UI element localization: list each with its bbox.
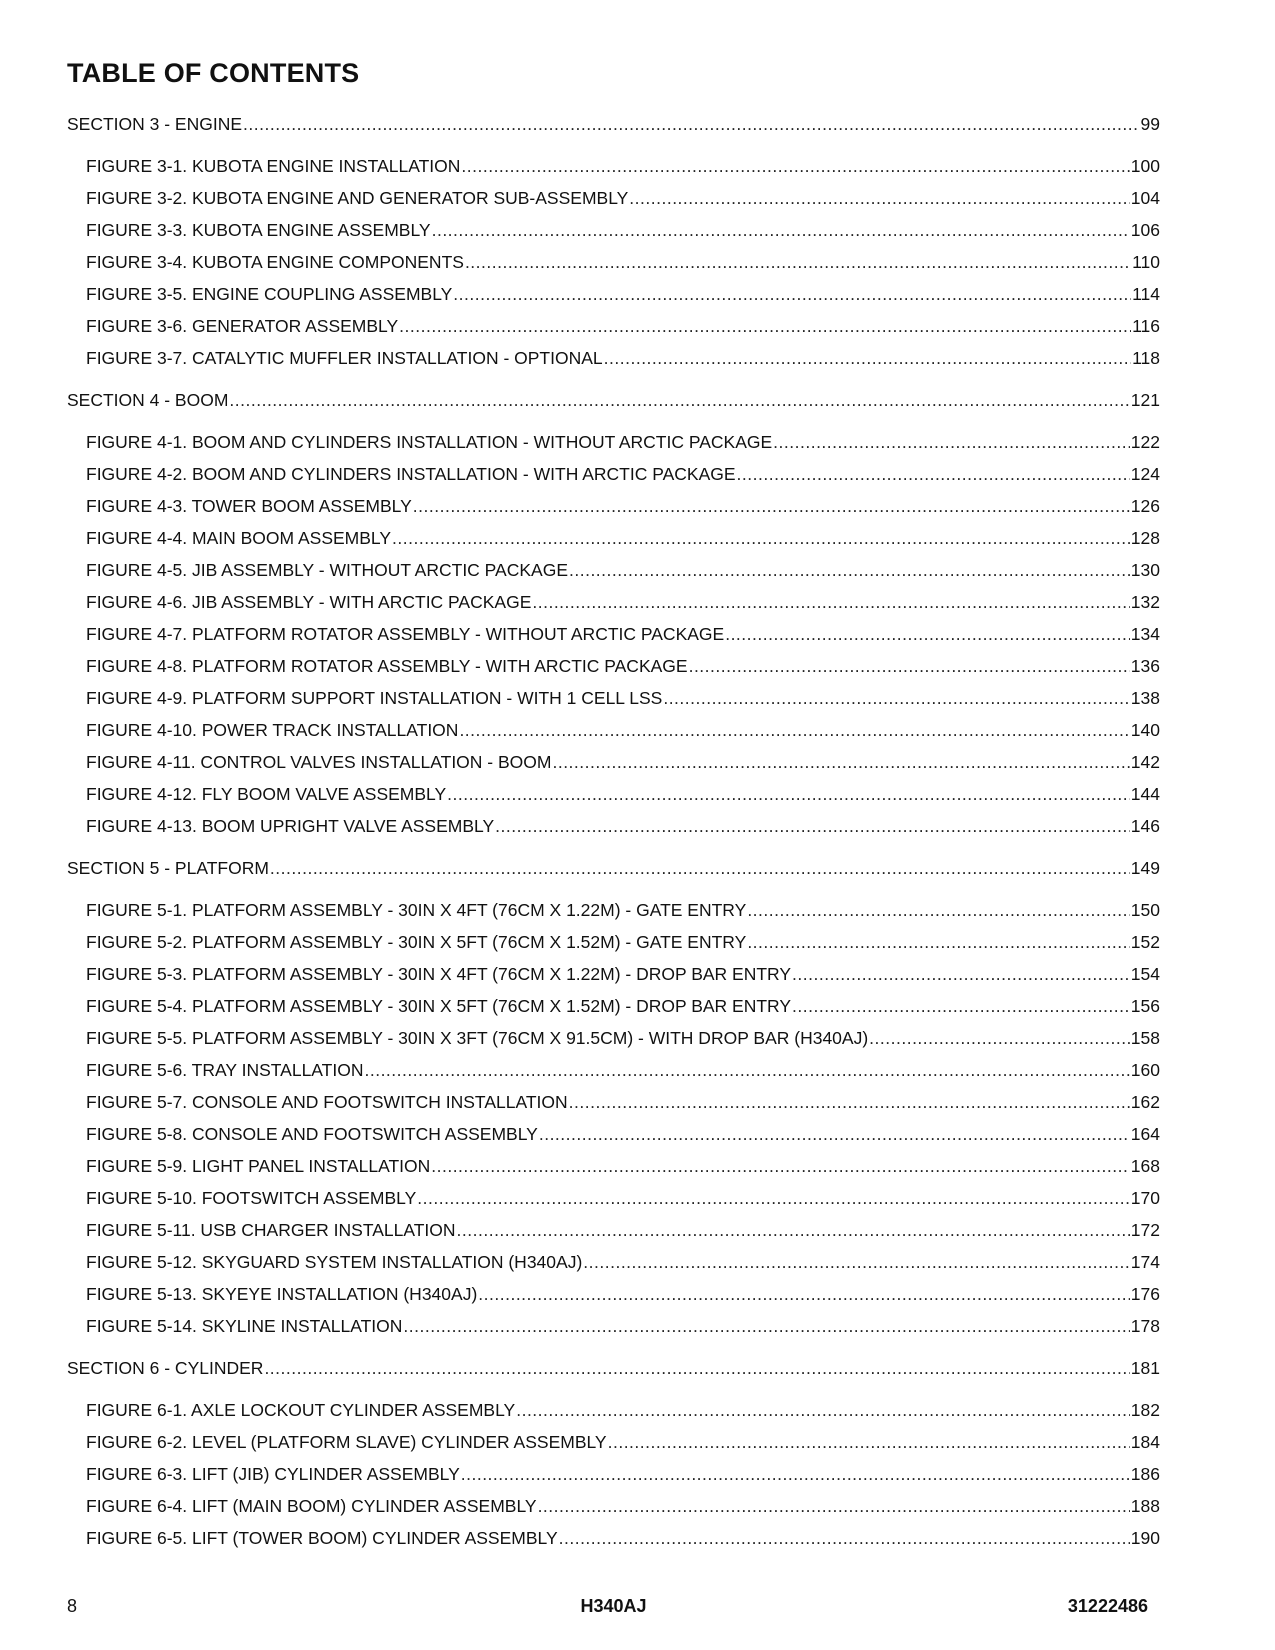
toc-figure-entry-page-number: 114 xyxy=(1132,284,1160,304)
toc-figure-entry[interactable] xyxy=(67,682,1160,714)
toc-figure-entry-label: FIGURE 5-5. PLATFORM ASSEMBLY - 30IN X 3FT (76CM X 91.5CM) - WITH DROP BAR (H340AJ) xyxy=(86,1028,869,1048)
toc-figure-entry-page-number: 184 xyxy=(1130,1432,1160,1452)
toc-figure-entry[interactable] xyxy=(67,1522,1160,1554)
toc-figure-entry[interactable] xyxy=(67,1054,1160,1086)
toc-figure-entry-page-number: 116 xyxy=(1132,316,1160,336)
toc-figure-entry-label: FIGURE 3-2. KUBOTA ENGINE AND GENERATOR SUB-ASSEMBLY xyxy=(86,188,629,208)
dot-leader xyxy=(689,650,1130,682)
toc-figure-entry-page-number: 182 xyxy=(1130,1400,1160,1420)
toc-figure-entry-label: FIGURE 5-9. LIGHT PANEL INSTALLATION xyxy=(86,1156,431,1176)
dot-leader xyxy=(747,894,1129,926)
toc-figure-entry-label: FIGURE 6-1. AXLE LOCKOUT CYLINDER ASSEMBLY xyxy=(86,1400,516,1420)
toc-figure-entry[interactable] xyxy=(67,426,1160,458)
toc-figure-entry-page-number: 168 xyxy=(1130,1156,1160,1176)
toc-figure-entry-page-number: 134 xyxy=(1130,624,1160,644)
toc-figure-entry[interactable] xyxy=(67,1086,1160,1118)
toc-figure-entry[interactable] xyxy=(67,958,1160,990)
toc-figure-entry[interactable] xyxy=(67,1022,1160,1054)
toc-figure-entry[interactable] xyxy=(67,1310,1160,1342)
toc-figure-entry-label: FIGURE 4-10. POWER TRACK INSTALLATION xyxy=(86,720,459,740)
toc-figure-entry-page-number: 174 xyxy=(1130,1252,1160,1272)
toc-figure-entry[interactable] xyxy=(67,1182,1160,1214)
dot-leader xyxy=(629,182,1130,214)
toc-figure-entry-label: FIGURE 3-1. KUBOTA ENGINE INSTALLATION xyxy=(86,156,461,176)
toc-figure-entry-label: FIGURE 4-8. PLATFORM ROTATOR ASSEMBLY - WITH ARCTIC PACKAGE xyxy=(86,656,688,676)
toc-figure-entry-label: FIGURE 4-11. CONTROL VALVES INSTALLATION - BOOM xyxy=(86,752,552,772)
toc-section-entry-page-number: 181 xyxy=(1130,1358,1160,1378)
toc-figure-entry-label: FIGURE 4-13. BOOM UPRIGHT VALVE ASSEMBLY xyxy=(86,816,495,836)
toc-figure-entry[interactable] xyxy=(67,714,1160,746)
toc-section xyxy=(67,852,1160,1342)
dot-leader xyxy=(461,150,1129,182)
dot-leader xyxy=(495,810,1130,842)
toc-figure-entry[interactable] xyxy=(67,490,1160,522)
toc-section-entry-label: SECTION 4 - BOOM xyxy=(67,390,229,410)
dot-leader xyxy=(459,714,1129,746)
dot-leader xyxy=(264,1352,1129,1384)
toc-figure-entry[interactable] xyxy=(67,1426,1160,1458)
toc-figure-entry[interactable] xyxy=(67,554,1160,586)
toc-figure-entry-page-number: 136 xyxy=(1130,656,1160,676)
toc-figure-entry[interactable] xyxy=(67,990,1160,1022)
toc-figure-entry[interactable] xyxy=(67,586,1160,618)
toc-figure-entry-label: FIGURE 3-7. CATALYTIC MUFFLER INSTALLATION - OPTIONAL xyxy=(86,348,603,368)
dot-leader xyxy=(725,618,1130,650)
dot-leader xyxy=(792,990,1130,1022)
page-footer xyxy=(67,1596,1160,1620)
toc-figure-entry-label: FIGURE 3-3. KUBOTA ENGINE ASSEMBLY xyxy=(86,220,431,240)
toc-section xyxy=(67,108,1160,374)
toc-section xyxy=(67,1352,1160,1554)
dot-leader xyxy=(457,1214,1130,1246)
toc-figure-entry[interactable] xyxy=(67,746,1160,778)
dot-leader xyxy=(552,746,1129,778)
toc-figure-entry-label: FIGURE 5-1. PLATFORM ASSEMBLY - 30IN X 4FT (76CM X 1.22M) - GATE ENTRY xyxy=(86,900,747,920)
toc-figure-entry-page-number: 172 xyxy=(1130,1220,1160,1240)
toc-figure-entry-page-number: 106 xyxy=(1130,220,1160,240)
toc-figure-entry[interactable] xyxy=(67,1490,1160,1522)
toc-figure-entry-label: FIGURE 4-3. TOWER BOOM ASSEMBLY xyxy=(86,496,412,516)
toc-figure-entry[interactable] xyxy=(67,810,1160,842)
toc-section-entry-label: SECTION 6 - CYLINDER xyxy=(67,1358,264,1378)
toc-figure-entry-page-number: 160 xyxy=(1130,1060,1160,1080)
dot-leader xyxy=(465,246,1131,278)
toc-figure-entry-page-number: 122 xyxy=(1130,432,1160,452)
dot-leader xyxy=(538,1490,1130,1522)
toc-figure-entry-label: FIGURE 6-2. LEVEL (PLATFORM SLAVE) CYLINDER ASSEMBLY xyxy=(86,1432,607,1452)
dot-leader xyxy=(270,852,1130,884)
toc-figure-entry-page-number: 132 xyxy=(1130,592,1160,612)
toc-figure-entry[interactable] xyxy=(67,1394,1160,1426)
dot-leader xyxy=(417,1182,1130,1214)
toc-section-entry-page-number: 99 xyxy=(1140,114,1160,134)
toc-figure-entry-page-number: 152 xyxy=(1130,932,1160,952)
page-title: TABLE OF CONTENTS xyxy=(67,58,360,88)
toc-figure-entry-label: FIGURE 5-10. FOOTSWITCH ASSEMBLY xyxy=(86,1188,417,1208)
toc-figure-entry-page-number: 190 xyxy=(1130,1528,1160,1548)
toc-figure-entry-label: FIGURE 5-12. SKYGUARD SYSTEM INSTALLATION (H340AJ) xyxy=(86,1252,583,1272)
toc-figure-entry-label: FIGURE 5-6. TRAY INSTALLATION xyxy=(86,1060,364,1080)
toc-figure-entry-page-number: 118 xyxy=(1132,348,1160,368)
toc-figure-entry-page-number: 170 xyxy=(1130,1188,1160,1208)
toc-figure-entry[interactable] xyxy=(67,618,1160,650)
dot-leader xyxy=(747,926,1129,958)
toc-figure-entry[interactable] xyxy=(67,1214,1160,1246)
dot-leader xyxy=(663,682,1129,714)
toc-figure-entry-page-number: 128 xyxy=(1130,528,1160,548)
dot-leader xyxy=(447,778,1130,810)
dot-leader xyxy=(431,1150,1130,1182)
toc-figure-entry-page-number: 186 xyxy=(1130,1464,1160,1484)
toc-section-entry[interactable] xyxy=(67,108,1160,140)
footer-model: H340AJ xyxy=(580,1596,647,1616)
toc-figure-entry-page-number: 146 xyxy=(1130,816,1160,836)
toc-figure-entry-label: FIGURE 4-7. PLATFORM ROTATOR ASSEMBLY - WITHOUT ARCTIC PACKAGE xyxy=(86,624,725,644)
toc-figure-entry-page-number: 178 xyxy=(1130,1316,1160,1336)
toc-figure-entry-label: FIGURE 4-5. JIB ASSEMBLY - WITHOUT ARCTIC PACKAGE xyxy=(86,560,568,580)
dot-leader xyxy=(604,342,1131,374)
dot-leader xyxy=(569,554,1130,586)
dot-leader xyxy=(243,108,1140,140)
toc-figure-entry-page-number: 138 xyxy=(1130,688,1160,708)
toc-section-entry[interactable] xyxy=(67,1352,1160,1384)
toc-section-entry[interactable] xyxy=(67,384,1160,416)
toc-figure-entry-page-number: 156 xyxy=(1130,996,1160,1016)
toc-section-entry-label: SECTION 3 - ENGINE xyxy=(67,114,243,134)
toc-figure-entry-page-number: 176 xyxy=(1130,1284,1160,1304)
toc-figure-entry-page-number: 110 xyxy=(1132,252,1160,272)
toc-figure-entry-page-number: 126 xyxy=(1130,496,1160,516)
toc-figure-entry[interactable] xyxy=(67,1278,1160,1310)
footer-document-number: 31222486 xyxy=(1067,1596,1148,1616)
toc-figure-entry[interactable] xyxy=(67,1118,1160,1150)
toc-figure-entry-label: FIGURE 4-2. BOOM AND CYLINDERS INSTALLATION - WITH ARCTIC PACKAGE xyxy=(86,464,736,484)
toc-figure-entry-page-number: 188 xyxy=(1130,1496,1160,1516)
toc-figure-entry-label: FIGURE 3-4. KUBOTA ENGINE COMPONENTS xyxy=(86,252,464,272)
dot-leader xyxy=(461,1458,1130,1490)
toc-figure-entry-page-number: 124 xyxy=(1130,464,1160,484)
toc-figure-entry[interactable] xyxy=(67,150,1160,182)
toc-figure-entry-label: FIGURE 6-3. LIFT (JIB) CYLINDER ASSEMBLY xyxy=(86,1464,460,1484)
toc-figure-entry[interactable] xyxy=(67,214,1160,246)
dot-leader xyxy=(392,522,1130,554)
dot-leader xyxy=(453,278,1131,310)
toc-figure-entry-label: FIGURE 6-4. LIFT (MAIN BOOM) CYLINDER ASSEMBLY xyxy=(86,1496,537,1516)
toc-figure-entry[interactable] xyxy=(67,778,1160,810)
toc-figure-entry-page-number: 100 xyxy=(1130,156,1160,176)
toc-figure-entry[interactable] xyxy=(67,894,1160,926)
toc-figure-entry-label: FIGURE 5-8. CONSOLE AND FOOTSWITCH ASSEMBLY xyxy=(86,1124,538,1144)
toc-section-entry-page-number: 121 xyxy=(1130,390,1160,410)
toc-figure-entry-label: FIGURE 3-6. GENERATOR ASSEMBLY xyxy=(86,316,399,336)
dot-leader xyxy=(364,1054,1129,1086)
toc-figure-entry[interactable] xyxy=(67,522,1160,554)
toc-section-entry-label: SECTION 5 - PLATFORM xyxy=(67,858,269,878)
toc-section-entry-page-number: 149 xyxy=(1130,858,1160,878)
dot-leader xyxy=(478,1278,1130,1310)
dot-leader xyxy=(399,310,1131,342)
toc-figure-entry-page-number: 158 xyxy=(1130,1028,1160,1048)
dot-leader xyxy=(773,426,1130,458)
toc-figure-entry-page-number: 104 xyxy=(1130,188,1160,208)
toc-figure-entry-label: FIGURE 3-5. ENGINE COUPLING ASSEMBLY xyxy=(86,284,453,304)
dot-leader xyxy=(229,384,1129,416)
toc-section xyxy=(67,384,1160,842)
toc-figure-entry-label: FIGURE 5-14. SKYLINE INSTALLATION xyxy=(86,1316,403,1336)
toc-figure-entry-label: FIGURE 4-9. PLATFORM SUPPORT INSTALLATION - WITH 1 CELL LSS xyxy=(86,688,663,708)
toc-figure-entry-page-number: 162 xyxy=(1130,1092,1160,1112)
toc-section-entry[interactable] xyxy=(67,852,1160,884)
toc-figure-entry-label: FIGURE 5-7. CONSOLE AND FOOTSWITCH INSTALLATION xyxy=(86,1092,568,1112)
dot-leader xyxy=(516,1394,1130,1426)
toc-figure-entry[interactable] xyxy=(67,1458,1160,1490)
toc-figure-entry-label: FIGURE 4-1. BOOM AND CYLINDERS INSTALLATION - WITHOUT ARCTIC PACKAGE xyxy=(86,432,773,452)
toc-figure-entry-label: FIGURE 4-4. MAIN BOOM ASSEMBLY xyxy=(86,528,392,548)
toc-figure-entry[interactable] xyxy=(67,182,1160,214)
table-of-contents xyxy=(67,108,1160,1564)
toc-figure-entry-page-number: 154 xyxy=(1130,964,1160,984)
dot-leader xyxy=(559,1522,1130,1554)
toc-figure-entry-label: FIGURE 5-3. PLATFORM ASSEMBLY - 30IN X 4FT (76CM X 1.22M) - DROP BAR ENTRY xyxy=(86,964,792,984)
toc-figure-entry-page-number: 150 xyxy=(1130,900,1160,920)
toc-figure-entry-label: FIGURE 6-5. LIFT (TOWER BOOM) CYLINDER ASSEMBLY xyxy=(86,1528,558,1548)
toc-figure-entry[interactable] xyxy=(67,1150,1160,1182)
toc-figure-entry-label: FIGURE 5-13. SKYEYE INSTALLATION (H340AJ) xyxy=(86,1284,478,1304)
toc-figure-entry-page-number: 144 xyxy=(1130,784,1160,804)
toc-figure-entry-page-number: 140 xyxy=(1130,720,1160,740)
toc-figure-entry-label: FIGURE 4-6. JIB ASSEMBLY - WITH ARCTIC PACKAGE xyxy=(86,592,532,612)
dot-leader xyxy=(413,490,1130,522)
dot-leader xyxy=(792,958,1130,990)
dot-leader xyxy=(869,1022,1130,1054)
dot-leader xyxy=(403,1310,1129,1342)
toc-figure-entry-page-number: 130 xyxy=(1130,560,1160,580)
toc-figure-entry-label: FIGURE 5-11. USB CHARGER INSTALLATION xyxy=(86,1220,456,1240)
toc-figure-entry[interactable] xyxy=(67,342,1160,374)
toc-figure-entry-label: FIGURE 5-4. PLATFORM ASSEMBLY - 30IN X 5FT (76CM X 1.52M) - DROP BAR ENTRY xyxy=(86,996,792,1016)
footer-page-number: 8 xyxy=(67,1596,78,1616)
dot-leader xyxy=(608,1426,1130,1458)
toc-figure-entry-page-number: 142 xyxy=(1130,752,1160,772)
toc-figure-entry[interactable] xyxy=(67,246,1160,278)
dot-leader xyxy=(583,1246,1130,1278)
toc-figure-entry[interactable] xyxy=(67,458,1160,490)
toc-figure-entry[interactable] xyxy=(67,310,1160,342)
dot-leader xyxy=(737,458,1130,490)
dot-leader xyxy=(432,214,1130,246)
toc-figure-entry[interactable] xyxy=(67,650,1160,682)
dot-leader xyxy=(539,1118,1130,1150)
toc-figure-entry[interactable] xyxy=(67,1246,1160,1278)
toc-figure-entry-page-number: 164 xyxy=(1130,1124,1160,1144)
toc-figure-entry[interactable] xyxy=(67,278,1160,310)
toc-figure-entry[interactable] xyxy=(67,926,1160,958)
toc-figure-entry-label: FIGURE 5-2. PLATFORM ASSEMBLY - 30IN X 5FT (76CM X 1.52M) - GATE ENTRY xyxy=(86,932,747,952)
dot-leader xyxy=(569,1086,1130,1118)
toc-figure-entry-label: FIGURE 4-12. FLY BOOM VALVE ASSEMBLY xyxy=(86,784,447,804)
dot-leader xyxy=(532,586,1129,618)
